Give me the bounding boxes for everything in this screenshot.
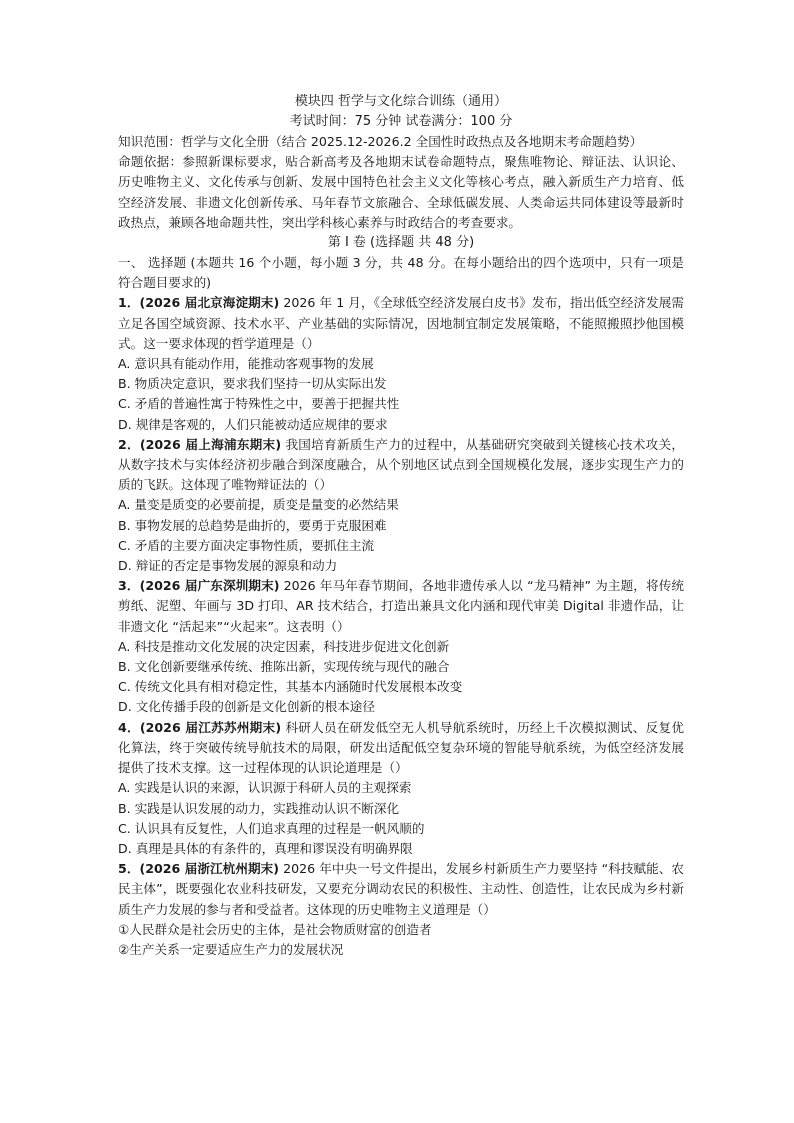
exam-page: [118, 92, 684, 960]
question-stem: [118, 435, 684, 496]
section-title: 第 Ⅰ 卷 (选择题 共 48 分): [327, 235, 475, 251]
option-b[interactable]: B. 文化创新要继承传统、推陈出新，实现传统与现代的融合: [118, 659, 450, 675]
question-stem: [118, 859, 684, 920]
question-text: 2026 年 1 月，《全球低空经济发展白皮书》发布，指出低空经济发展需立足各国空域资源、技术水平、产业基础的实际情况，因地制宜制定发展策略，不能照搬照抄他国模式。这一要求体现的哲学道理是（）: [118, 295, 684, 351]
knowledge-scope: 知识范围：哲学与文化全册（结合 2025.12-2026.2 全国性时政热点及各地期末考命题趋势）: [118, 134, 643, 149]
question-text: 2026 年马年春节期间，各地非遗传承人以 “龙马精神” 为主题，将传统剪纸、泥塑、年画与 3D 打印、AR 技术结合，打造出兼具文化内涵和现代审美 Digital 非遗作品，让非遗文化 “活起来”“火起来”。这表明（）: [118, 578, 684, 634]
question-text: 科研人员在研发低空无人机导航系统时，历经上千次模拟测试、反复优化算法，终于突破传统导航技术的局限，研发出适配低空复杂环境的智能导航系统，为低空经济发展提供了技术支撑。这一过程体现的认识论道理是（）: [118, 719, 684, 776]
question: [118, 718, 684, 859]
exam-info: 考试时间：75 分钟 试卷满分：100 分: [289, 114, 513, 129]
question-number: 4．(2026 届江苏苏州期末): [118, 719, 282, 735]
option-c[interactable]: C. 矛盾的主要方面决定事物性质，要抓住主流: [118, 537, 375, 553]
question-text: 我国培育新质生产力的过程中，从基础研究突破到关键核心技术攻关，从数字技术与实体经济初步融合到深度融合，从个别地区试点到全国规模化发展，逐步实现生产力的质的飞跃。这体现了唯物辩证法的（）: [118, 436, 684, 493]
section-instruction: 一、 选择题 (本题共 16 个小题，每小题 3 分，共 48 分。在每小题给出的四个选项中，只有一项是符合题目要求的): [118, 255, 684, 291]
statement-2: ②生产关系一定要适应生产力的发展状况: [118, 941, 344, 957]
question: [118, 859, 684, 960]
option-b[interactable]: B. 实践是认识发展的动力，实践推动认识不断深化: [118, 800, 400, 816]
question-stem: [118, 293, 684, 354]
option-d[interactable]: D. 文化传播手段的创新是文化创新的根本途径: [118, 699, 375, 715]
option-c[interactable]: C. 认识具有反复性，人们追求真理的过程是一帆风顺的: [118, 820, 425, 836]
proposition-basis: 命题依据：参照新课标要求，贴合新高考及各地期末试卷命题特点，聚焦唯物论、辩证法、认识论、历史唯物主义、文化传承与创新、发展中国特色社会主义文化等核心考点，融入新质生产力培育、低空经济发展、非遗文化创新传承、马年春节文旅融合、全球低碳发展、人类命运共同体建设等最新时政热点，兼顾各地命题共性，突出学科核心素养与时政结合的考查要求。: [118, 154, 684, 230]
question: [118, 435, 684, 576]
question-stem: [118, 576, 684, 637]
option-a[interactable]: A. 科技是推动文化发展的决定因素，科技进步促进文化创新: [118, 638, 450, 654]
question-stem: [118, 718, 684, 779]
option-a[interactable]: A. 实践是认识的来源，认识源于科研人员的主观探索: [118, 780, 412, 796]
question: [118, 576, 684, 717]
question-number: 5．(2026 届浙江杭州期末): [118, 861, 280, 877]
option-b[interactable]: B. 事物发展的总趋势是曲折的，要勇于克服困难: [118, 517, 387, 533]
question-number: 2．(2026 届上海浦东期末): [118, 436, 282, 452]
option-b[interactable]: B. 物质决定意识，要求我们坚持一切从实际出发: [118, 376, 387, 392]
option-d[interactable]: D. 辩证的否定是事物发展的源泉和动力: [118, 558, 338, 574]
option-c[interactable]: C. 传统文化具有相对稳定性，其基本内涵随时代发展根本改变: [118, 679, 463, 695]
statement-1: ①人民群众是社会历史的主体，是社会物质财富的创造者: [118, 921, 432, 937]
option-a[interactable]: A. 量变是质变的必要前提，质变是量变的必然结果: [118, 497, 399, 513]
question-text: 2026 年中央一号文件提出，发展乡村新质生产力要坚持 “科技赋能、农民主体”，既要强化农业科技研发，又要充分调动农民的积极性、主动性、创造性，让农民成为乡村新质生产力发展的参与者和受益者。这体现的历史唯物主义道理是（）: [118, 861, 684, 917]
option-d[interactable]: D. 规律是客观的，人们只能被动适应规律的要求: [118, 416, 388, 432]
question-number: 3．(2026 届广东深圳期末): [118, 578, 280, 594]
question-number: 1．(2026 届北京海淀期末): [118, 295, 280, 311]
question: [118, 293, 684, 434]
option-d[interactable]: D. 真理是具体的有条件的，真理和谬误没有明确界限: [118, 840, 413, 856]
option-c[interactable]: C. 矛盾的普遍性寓于特殊性之中，要善于把握共性: [118, 396, 400, 412]
option-a[interactable]: A. 意识具有能动作用，能推动客观事物的发展: [118, 356, 374, 372]
page-title: 模块四 哲学与文化综合训练（通用）: [294, 94, 508, 109]
